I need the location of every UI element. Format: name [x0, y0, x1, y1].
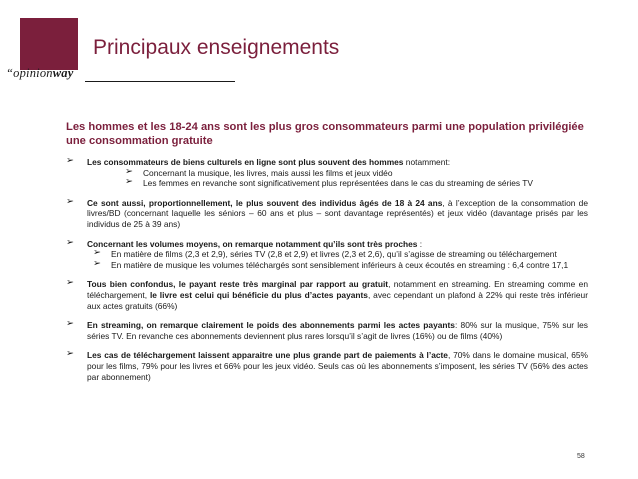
sub-bullet-item: ➢ Les femmes en revanche sont significativement plus représentées dans le cas du streaming de séries TV [125, 176, 533, 189]
bullet-item: ➢ Les consommateurs de biens culturels en ligne sont plus souvent des hommes notamment: ➢ Concernant la musique, les livres, mais aussi les films et jeux vidéo ➢ Les femmes en revanche sont significativement plus représentées dans le cas du streaming de séries TV [66, 157, 588, 189]
arrow-bullet-icon: ➢ [66, 277, 74, 289]
page-number: 58 [577, 453, 585, 460]
bullet-item: ➢ Les cas de téléchargement laissent apparaitre une plus grande part de paiements à l’acte, 70% dans le domaine musical, 65% pour les films, 79% pour les livres et 66% pour les jeux vidéo. Seuls cas où les abonnements s’imposent, les séries TV (56% des actes par abonnement) [66, 348, 588, 382]
arrow-bullet-icon: ➢ [125, 165, 133, 177]
arrow-bullet-icon: ➢ [66, 318, 74, 330]
arrow-bullet-icon: ➢ [66, 236, 74, 248]
sub-bullet-item: ➢ Concernant la musique, les livres, mais aussi les films et jeux vidéo [125, 165, 393, 178]
sub-bullet-item: ➢ En matière de films (2,3 et 2,9), séries TV (2,8 et 2,9) et livres (2,3 et 2,6), qu’il s’agisse de streaming ou téléchargement [93, 247, 557, 260]
arrow-bullet-icon: ➢ [93, 247, 101, 259]
arrow-bullet-icon: ➢ [66, 155, 74, 166]
logo-block [20, 18, 78, 70]
arrow-bullet-icon: ➢ [66, 195, 74, 207]
main-content [66, 121, 588, 391]
arrow-bullet-icon: ➢ [93, 257, 101, 269]
section-heading: Les hommes et les 18-24 ans sont les plus gros consommateurs parmi une population privilégiée une consommation gratuite [66, 121, 584, 147]
arrow-bullet-icon: ➢ [66, 348, 74, 360]
bullet-item: ➢ Tous bien confondus, le payant reste très marginal par rapport au gratuit, notamment en streaming. En streaming comme en téléchargement, le livre est celui qui bénéficie du plus d’actes payants, avec cependant un plafond à 22% qui reste très inférieur aux actes gratuits (66%) [66, 277, 588, 311]
sub-bullet-item: ➢ En matière de musique les volumes téléchargés sont sensiblement inférieurs à ceux écoutés en streaming : 6,4 contre 17,1 [93, 257, 569, 270]
bullet-item: ➢ Concernant les volumes moyens, on remarque notamment qu’ils sont très proches : ➢ En matière de films (2,3 et 2,9), séries TV (2,8 et 2,9) et livres (2,3 et 2,6), qu’il s’agisse de streaming ou téléchargement ➢ En matière de musique les volumes téléchargés sont sensiblement inférieurs à ceux écoutés en streaming : 6,4 contre 17,1 [66, 239, 588, 271]
bullet-item: ➢ En streaming, on remarque clairement le poids des abonnements parmi les actes payants: 80% sur la musique, 75% sur les séries TV. En revanche ces abonnements deviennent plus rares lorsqu’il s’agit de livres (16%) ou de films (40%) [66, 318, 588, 341]
page-title: Principaux enseignements [93, 36, 340, 59]
title-underline [85, 81, 235, 82]
bullet-item: ➢ Ce sont aussi, proportionnellement, le plus souvent des individus âgés de 18 à 24 ans, à l’exception de la consommation de livres/BD (concernant laquelle les séniors – 60 ans et plus – sont davantage représentés) et jeux vidéo (davantage prisés par les individus de 25 à 39 ans) [66, 195, 588, 229]
arrow-bullet-icon: ➢ [125, 176, 133, 188]
opinionway-logo: “opinionway [6, 66, 74, 80]
